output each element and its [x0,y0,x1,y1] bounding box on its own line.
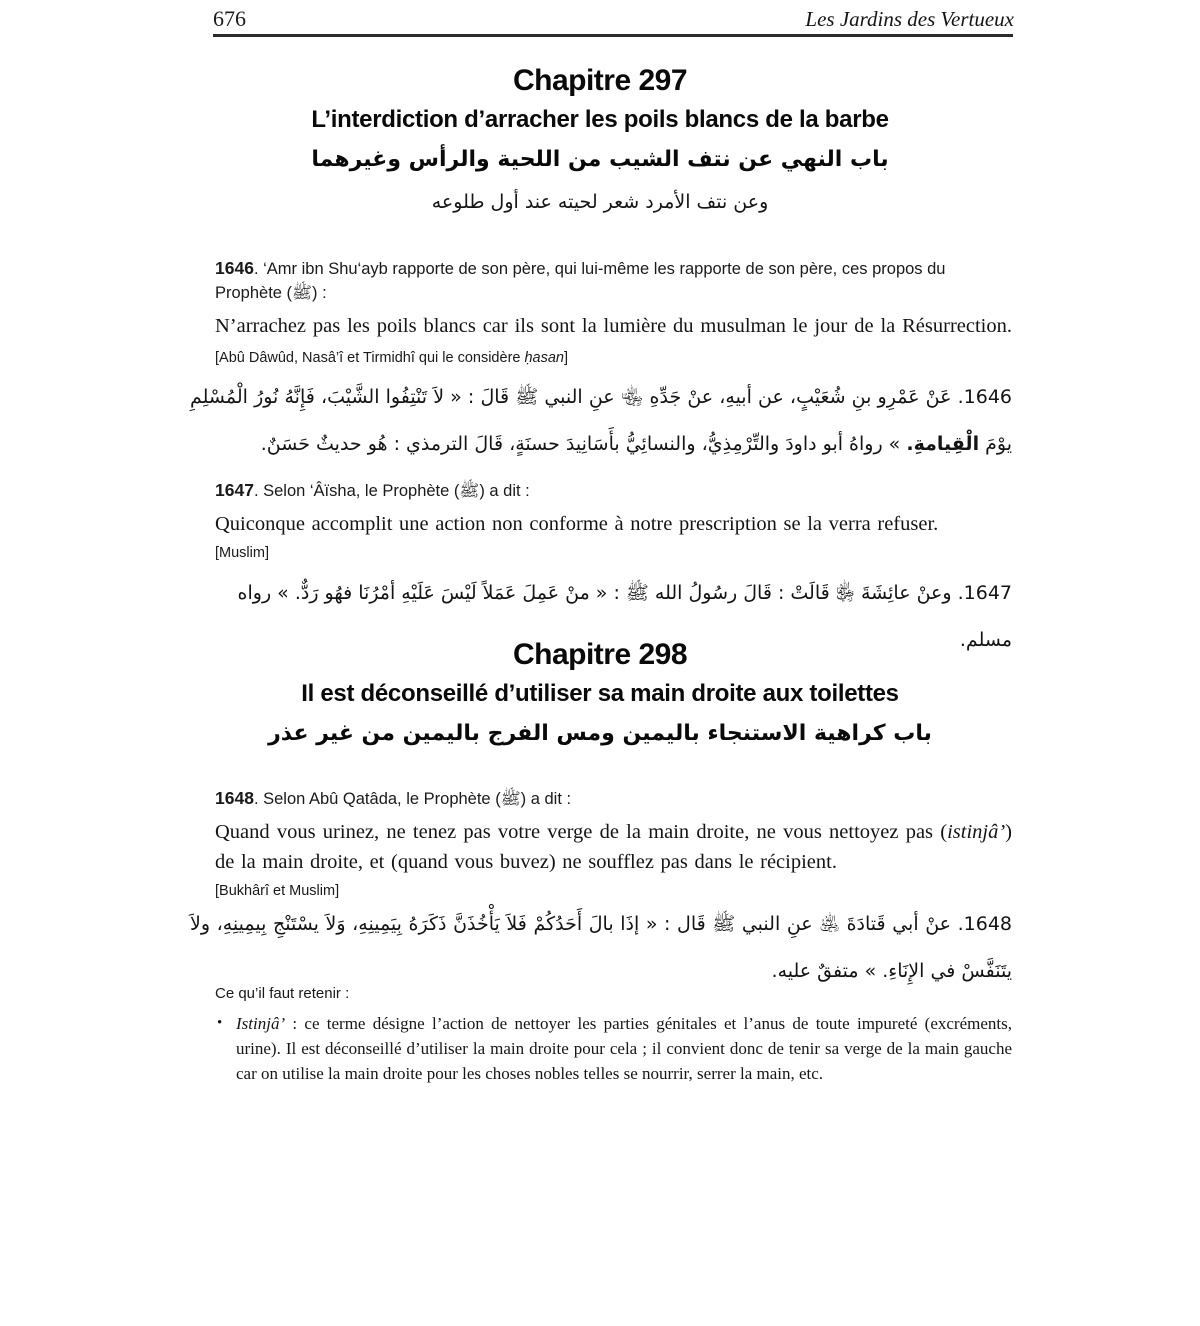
notes-section [215,984,1012,1086]
chapter-298-heading-block [0,638,1200,750]
note-text: : ce terme désigne l’action de nettoyer les parties génitales et l’anus de toute impureté (excréments, urine). Il est déconseillé d’utiliser la main droite pour cela ; il convient donc de tenir sa verge de la main gauche car on utilise la main droite pour les choses nobles telles se nourrir, serrer la main, etc. [236,1014,1012,1083]
hadith-1647-text: Quiconque accomplit une action non conforme à notre prescription se la verra refuser. [215,513,939,535]
hadith-intro-text: . Selon Abû Qatâda, le Prophète ( [253,790,501,808]
chapter-297-title-ar: باب النهي عن نتف الشيب من اللحية والرأس وغيرهما [311,147,889,172]
hadith-number: 1648 [215,788,254,808]
hadith-1646-arabic [190,374,1012,468]
chapter-297-number: Chapitre 297 [512,64,688,97]
hadith-1646-french [215,256,1012,371]
saws-symbol: ﷺ [500,790,521,808]
arabic-text-bold: الْقِيامةِ. [906,433,980,455]
note-item [215,1011,1012,1086]
hadith-intro-end: ) a dit : [520,790,572,808]
chapter-298-title-fr: Il est déconseillé d’utiliser sa main droite aux toilettes [301,680,899,707]
hadith-1647-arabic: 1647. وعنْ عائِشَةَ ﵂ قَالَتْ : قَالَ رسُولُ الله ﷺ : « منْ عَمِلَ عَمَلاً لَيْسَ عَلَيْهِ أمْرُنَا فهُو رَدٌّ. » رواه مسلم. [237,582,1012,651]
chapter-298-title-ar: باب كراهية الاستنجاء باليمين ومس الفرج باليمين من غير عذر [268,721,932,746]
hadith-number: 1647 [215,480,254,500]
header-rule [213,34,1013,37]
notes-label: Ce qu’il faut retenir : [215,985,350,1002]
saws-symbol: ﷺ [459,482,480,500]
hadith-1648-arabic: 1648. عنْ أبي قَتادَةَ ﵁ عنِ النبي ﷺ قَال : « إذَا بالَ أَحَدُكُمْ فَلاَ يَأْخُذَنَّ ذَكَرَهُ بِيَمِينِهِ، وَلاَ يسْتَنْجِ بِيمِينِهِ، ولاَ يتَنَفَّسْ في الإِنَاءِ. » متفقٌ عليه. [190,913,1012,982]
hadith-1646-intro [215,256,1012,305]
hadith-body: N’arrachez pas les poils blancs car ils sont la lumière du musulman le jour de la Résurrection. [215,315,1012,337]
hadith-intro-text: . ‘Amr ibn Shu‘ayb rapporte de son père, qui lui-même les rapporte de son père, ces propos du Prophète ( [215,260,946,302]
page-number: 676 [213,6,246,31]
saws-symbol: ﷺ [292,284,312,302]
hadith-1647-french [215,478,1012,561]
arabic-text-end: » رواهُ أبو داودَ والتِّرْمِذِيُّ، والنسائِيُّ بأَسَانِيدَ حسنَةٍ، قَالَ الترمذي : هُو حديثٌ حَسَنٌ. [260,433,907,455]
chapter-298-number: Chapitre 298 [512,638,688,671]
arabic-text: 1646. عَنْ عَمْرِو بنِ شُعَيْبٍ، عن أبيهِ، عنْ جَدِّهِ ﵄ عنِ النبي ﷺ قَالَ : « لاَ تَنْتِفُوا الشَّيْبَ، فَإِنَّهُ نُورُ الْمُسْلِمِ يوْمَ [190,386,1012,455]
note-term: Istinjâ’ [236,1014,286,1033]
hadith-body-term: istinjâ’ [947,821,1006,843]
reference-grade: ḥasan [524,350,564,366]
hadith-number: 1646 [215,258,254,278]
reference-close: ] [564,350,569,366]
hadith-1648-intro [215,786,1012,811]
hadith-body-start: Quand vous urinez, ne tenez pas votre verge de la main droite, ne vous nettoyez pas ( [215,821,948,843]
hadith-1647-reference: [Muslim] [215,545,269,561]
hadith-reference [215,350,568,366]
running-title: Les Jardins des Vertueux [805,7,1014,31]
hadith-intro-end: ) a dit : [479,482,530,500]
chapter-297-subtitle-ar: وعن نتف الأمرد شعر لحيته عند أول طلوعه [431,191,769,213]
hadith-1648-french [215,786,1012,899]
hadith-intro-end: ) : [311,284,327,302]
bullet-icon: • [217,1015,223,1031]
hadith-1646-text [215,311,1012,371]
hadith-body-end: ) de la main droite, et (quand vous buvez) ne soufflez pas dans le récipient. [215,821,1012,873]
hadith-intro-text: . Selon ‘Âïsha, le Prophète ( [253,482,460,500]
chapter-297-heading-block [0,64,1200,217]
hadith-1648-reference: [Bukhârî et Muslim] [215,883,340,899]
hadith-1648-text [215,817,1012,877]
hadith-1647-intro [215,478,1012,503]
chapter-297-title-fr: L’interdiction d’arracher les poils blancs de la barbe [311,106,889,133]
reference-text: [Abû Dâwûd, Nasâ’î et Tirmidhî qui le considère [215,350,525,366]
